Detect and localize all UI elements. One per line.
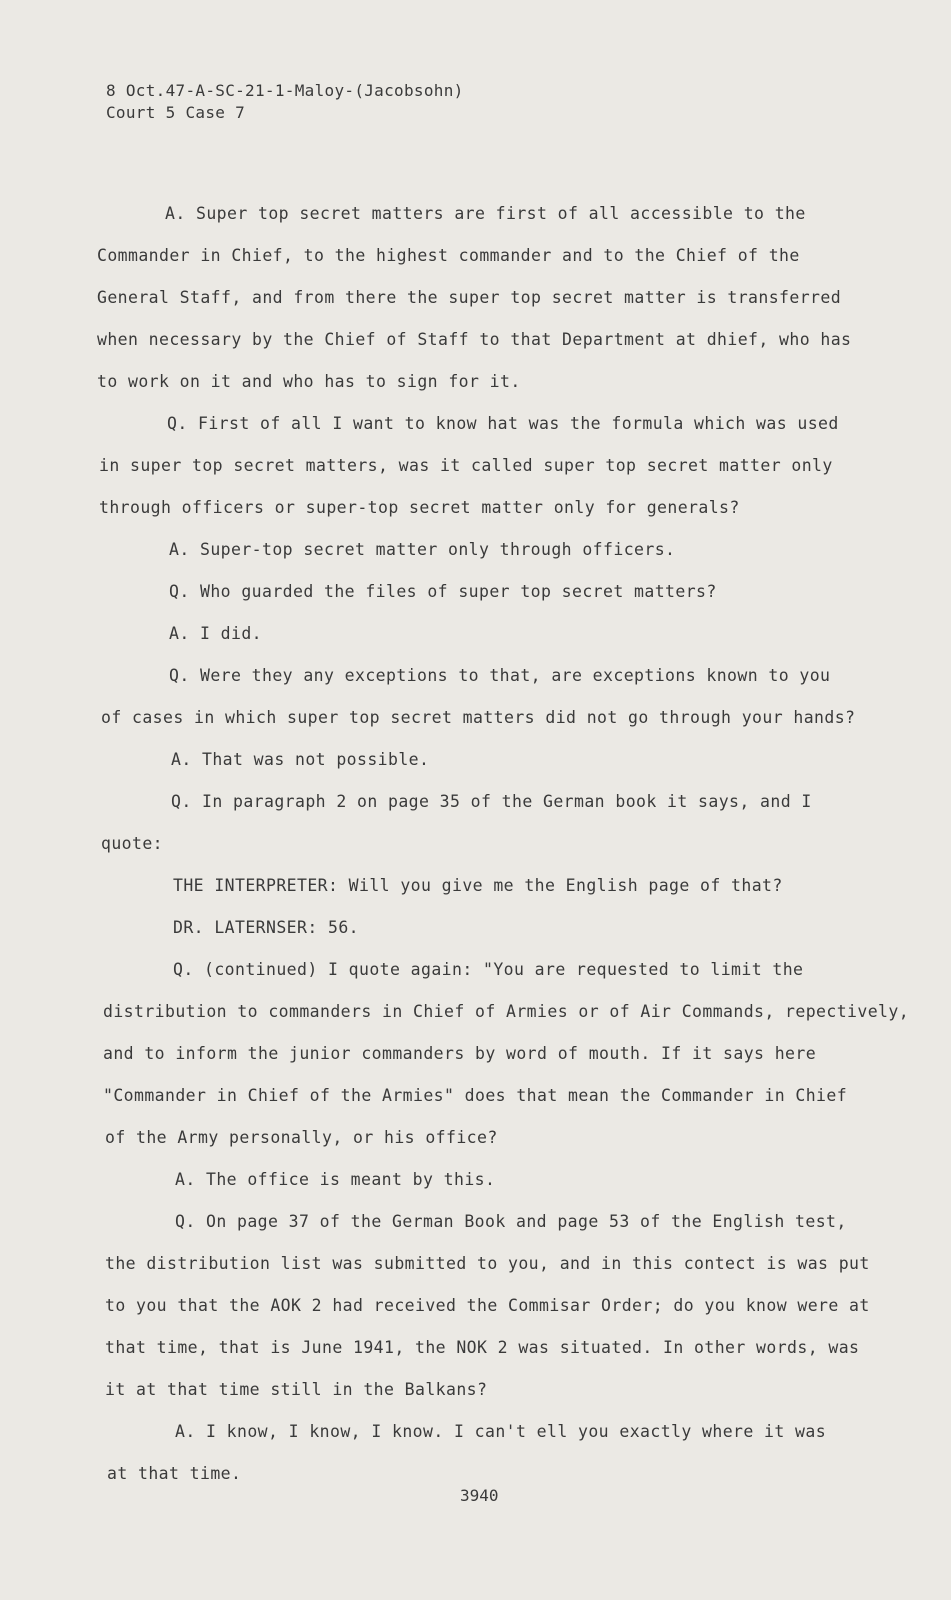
text-line: at that time. — [107, 1464, 242, 1483]
text-line: when necessary by the Chief of Staff to that Department at dhief, who has — [97, 330, 852, 349]
text-line: Q. In paragraph 2 on page 35 of the German book it says, and I — [171, 792, 812, 811]
text-line: A. I know, I know, I know. I can't ell you exactly where it was — [175, 1422, 827, 1441]
text-line: "Commander in Chief of the Armies" does that mean the Commander in Chief — [103, 1086, 848, 1105]
text-line: A. I did. — [169, 624, 263, 643]
text-line: Q. Who guarded the files of super top secret matters? — [169, 582, 717, 601]
document-header — [106, 80, 464, 124]
text-line: Q. On page 37 of the German Book and page 53 of the English test, — [175, 1212, 847, 1231]
text-line: Q. First of all I want to know hat was the formula which was used — [167, 414, 839, 433]
text-line: A. The office is meant by this. — [175, 1170, 496, 1189]
text-line: A. That was not possible. — [171, 750, 430, 769]
text-line: Q. Were they any exceptions to that, are exceptions known to you — [169, 666, 831, 685]
text-line: A. Super top secret matters are first of all accessible to the — [165, 204, 806, 223]
text-line: General Staff, and from there the super top secret matter is transferred — [97, 288, 842, 307]
text-line: and to inform the junior commanders by word of mouth. If it says here — [103, 1044, 817, 1063]
text-line: Commander in Chief, to the highest commander and to the Chief of the — [97, 246, 800, 265]
header-reference: 8 Oct.47-A-SC-21-1-Maloy-(Jacobsohn) — [106, 81, 464, 100]
header-court-case: Court 5 Case 7 — [106, 103, 246, 122]
text-line: of the Army personally, or his office? — [105, 1128, 498, 1147]
text-line: Q. (continued) I quote again: "You are requested to limit the — [173, 960, 804, 979]
text-line: quote: — [101, 834, 164, 853]
text-line: DR. LATERNSER: 56. — [173, 918, 360, 937]
text-line: in super top secret matters, was it called super top secret matter only — [99, 456, 833, 475]
text-line: the distribution list was submitted to you, and in this contect is was put — [105, 1254, 870, 1273]
text-line: to work on it and who has to sign for it. — [97, 372, 521, 391]
text-line: of cases in which super top secret matters did not go through your hands? — [101, 708, 856, 727]
page-number: 3940 — [460, 1486, 499, 1505]
text-line: to you that the AOK 2 had received the Commisar Order; do you know were at — [105, 1296, 870, 1315]
text-line: that time, that is June 1941, the NOK 2 was situated. In other words, was — [105, 1338, 860, 1357]
text-line: THE INTERPRETER: Will you give me the English page of that? — [173, 876, 783, 895]
text-line: A. Super-top secret matter only through officers. — [169, 540, 676, 559]
text-line: through officers or super-top secret matter only for generals? — [99, 498, 740, 517]
text-line: it at that time still in the Balkans? — [105, 1380, 488, 1399]
text-line: distribution to commanders in Chief of Armies or of Air Commands, repectively, — [103, 1002, 910, 1021]
